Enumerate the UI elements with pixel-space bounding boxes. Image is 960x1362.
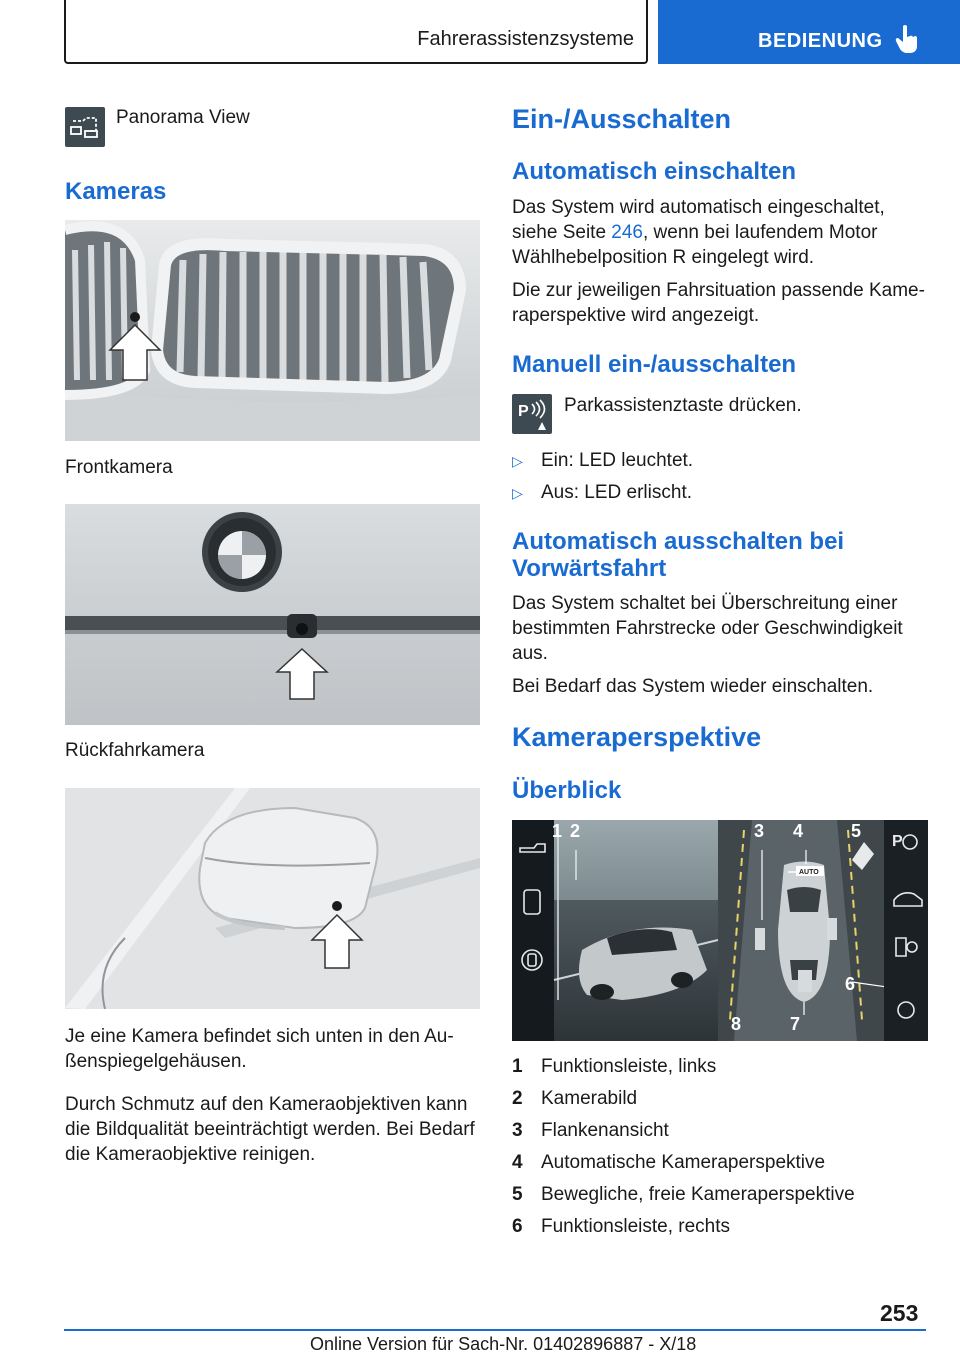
legend-text: Kamerabild	[541, 1088, 638, 1109]
header-chapter-tab[interactable]	[658, 0, 960, 64]
callout-3: 3	[754, 821, 765, 841]
dirt-para-line1: Durch Schmutz auf den Kameraobjektiven kann	[65, 1094, 468, 1115]
bullet-ein-text: Ein: LED leuchtet.	[541, 450, 694, 471]
legend-item	[512, 1214, 731, 1239]
auto-on-line2-post: , wenn bei laufendem Motor	[643, 222, 878, 243]
legend-text: Funktionsleiste, links	[541, 1056, 717, 1077]
bullet-aus-text: Aus: LED erlischt.	[541, 482, 692, 503]
bullet-triangle-icon: ▷	[512, 453, 523, 469]
footer-online-version: Online Version für Sach-Nr. 01402896887 - X/18	[310, 1334, 697, 1354]
legend-text: Funktionsleiste, rechts	[541, 1216, 731, 1237]
camera-display-screen	[512, 820, 928, 1041]
svg-text:P: P	[518, 403, 529, 420]
dirt-para-line2: die Bildqualität beeinträchtigt werden. Bei Bedarf	[65, 1119, 475, 1140]
legend-number: 5	[512, 1184, 523, 1205]
legend-item	[512, 1118, 669, 1143]
bullet-ein	[512, 448, 694, 474]
legend-number: 3	[512, 1120, 523, 1141]
legend-text: Bewegliche, freie Kameraperspektive	[541, 1184, 855, 1205]
bullet-triangle-icon: ▷	[512, 485, 523, 501]
pointing-hand-icon	[894, 24, 920, 54]
auto-off-heading-line2: Vorwärtsfahrt	[512, 555, 667, 582]
manual-text: Parkassistenztaste drücken.	[564, 395, 802, 416]
auto-off-line3: aus.	[512, 643, 548, 664]
auto-off-line1: Das System schaltet bei Überschreitung einer	[512, 593, 898, 614]
auto-off-line2: bestimmten Fahrstrecke oder Geschwindigkeit	[512, 618, 903, 639]
auto-on-line1: Das System wird automatisch eingeschaltet,	[512, 197, 885, 218]
auto-off-heading-line1: Automatisch ausschalten bei	[512, 528, 845, 555]
legend-number: 4	[512, 1152, 523, 1173]
auto-off-line4: Bei Bedarf das System wieder einschalten.	[512, 676, 874, 697]
panorama-view-label: Panorama View	[116, 107, 250, 128]
ueberblick-heading: Überblick	[512, 777, 622, 804]
mirror-camera-photo	[65, 788, 480, 1009]
auto-badge: AUTO	[799, 869, 819, 876]
auto-on-heading: Automatisch einschalten	[512, 158, 797, 185]
page-number: 253	[880, 1300, 919, 1326]
callout-2: 2	[570, 821, 581, 841]
park-assist-button-icon	[512, 394, 552, 434]
header-section-title: Fahrerassistenzsysteme	[417, 28, 634, 50]
legend-item	[512, 1150, 826, 1175]
manual-heading: Manuell ein-/ausschalten	[512, 351, 797, 378]
legend-item	[512, 1182, 855, 1207]
svg-text:P: P	[892, 833, 903, 850]
rear-camera-caption: Rückfahrkamera	[65, 740, 205, 761]
auto-on-line2-pre: siehe Seite	[512, 222, 612, 243]
mirror-para-line1: Je eine Kamera befindet sich unten in den Au‐	[65, 1026, 454, 1047]
panorama-view-icon	[65, 107, 105, 147]
header-section-box	[64, 0, 648, 64]
mirror-para-line2: ßenspiegelgehäusen.	[65, 1051, 247, 1072]
auto-on-line3: Wählhebelposition R eingelegt wird.	[512, 247, 815, 268]
legend-item	[512, 1054, 717, 1079]
callout-1: 1	[552, 821, 563, 841]
auto-on-line4: Die zur jeweiligen Fahrsituation passende Kame‐	[512, 280, 925, 301]
rear-camera-photo	[65, 504, 480, 725]
callout-7: 7	[790, 1014, 801, 1034]
kameras-heading: Kameras	[65, 178, 167, 205]
footer-divider	[64, 1329, 926, 1331]
auto-on-line2	[512, 220, 877, 245]
front-camera-photo	[65, 220, 480, 441]
kameraperspektive-heading: Kameraperspektive	[512, 722, 762, 752]
legend-number: 1	[512, 1056, 523, 1077]
callout-5: 5	[851, 821, 862, 841]
ein-ausschalten-heading: Ein-/Ausschalten	[512, 104, 732, 134]
legend-number: 6	[512, 1216, 523, 1237]
callout-4: 4	[793, 821, 804, 841]
front-camera-caption: Frontkamera	[65, 457, 173, 478]
bullet-aus	[512, 480, 692, 506]
dirt-para-line3: die Kameraobjektive reinigen.	[65, 1144, 316, 1165]
header-chapter-title: BEDIENUNG	[758, 30, 883, 52]
page-246-link[interactable]: 246	[611, 222, 643, 243]
legend-number: 2	[512, 1088, 523, 1109]
legend-item	[512, 1086, 638, 1111]
legend-text: Flankenansicht	[541, 1120, 669, 1141]
legend-text: Automatische Kameraperspektive	[541, 1152, 826, 1173]
callout-6: 6	[845, 974, 856, 994]
callout-8: 8	[731, 1014, 742, 1034]
auto-on-line5: raperspektive wird angezeigt.	[512, 305, 760, 326]
